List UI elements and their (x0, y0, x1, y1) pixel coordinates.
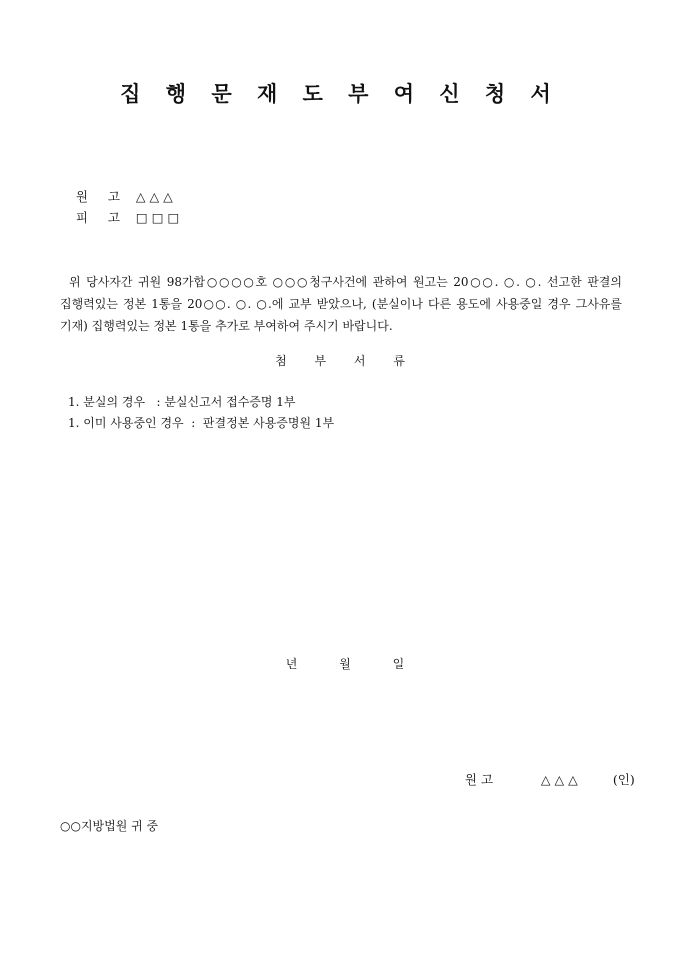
court-addressee: ○○지방법원 귀 중 (60, 819, 159, 833)
seal-mark: (인) (612, 772, 635, 787)
defendant-role: 피 고 (75, 210, 120, 225)
signature-role: 원 고 (464, 772, 494, 787)
defendant-line (60, 193, 179, 241)
document-title: 집 행 문 재 도 부 여 신 청 서 (120, 81, 560, 106)
plaintiff-role: 원 고 (75, 189, 120, 204)
signature-line (449, 755, 635, 803)
attachments-heading: 첨 부 서 류 (275, 354, 417, 368)
defendant-name: □ □ □ (135, 210, 180, 225)
signature-name: △ △ △ (540, 772, 578, 787)
attachment-item: 1. 분실의 경우 : 분실신고서 접수증명 1부 (68, 395, 296, 409)
request-body: 위 당사자간 귀원 98가합○○○○호 ○○○청구사건에 관하여 원고는 20○○. ○. ○. 선고한 판결의 집행력있는 정본 1통을 20○○. ○. ○.에 교부 받았으나, (분실이나 다른 용도에 사용중일 경우 그사유를 기재) 집행력있는 정본 1통을 추가로 부여하여 주시기 바랍니다. (60, 275, 622, 333)
date-line: 년 월 일 (285, 657, 405, 671)
attachment-item: 1. 이미 사용중인 경우 : 판결정본 사용증명원 1부 (68, 416, 335, 430)
plaintiff-name: △ △ △ (135, 189, 173, 204)
